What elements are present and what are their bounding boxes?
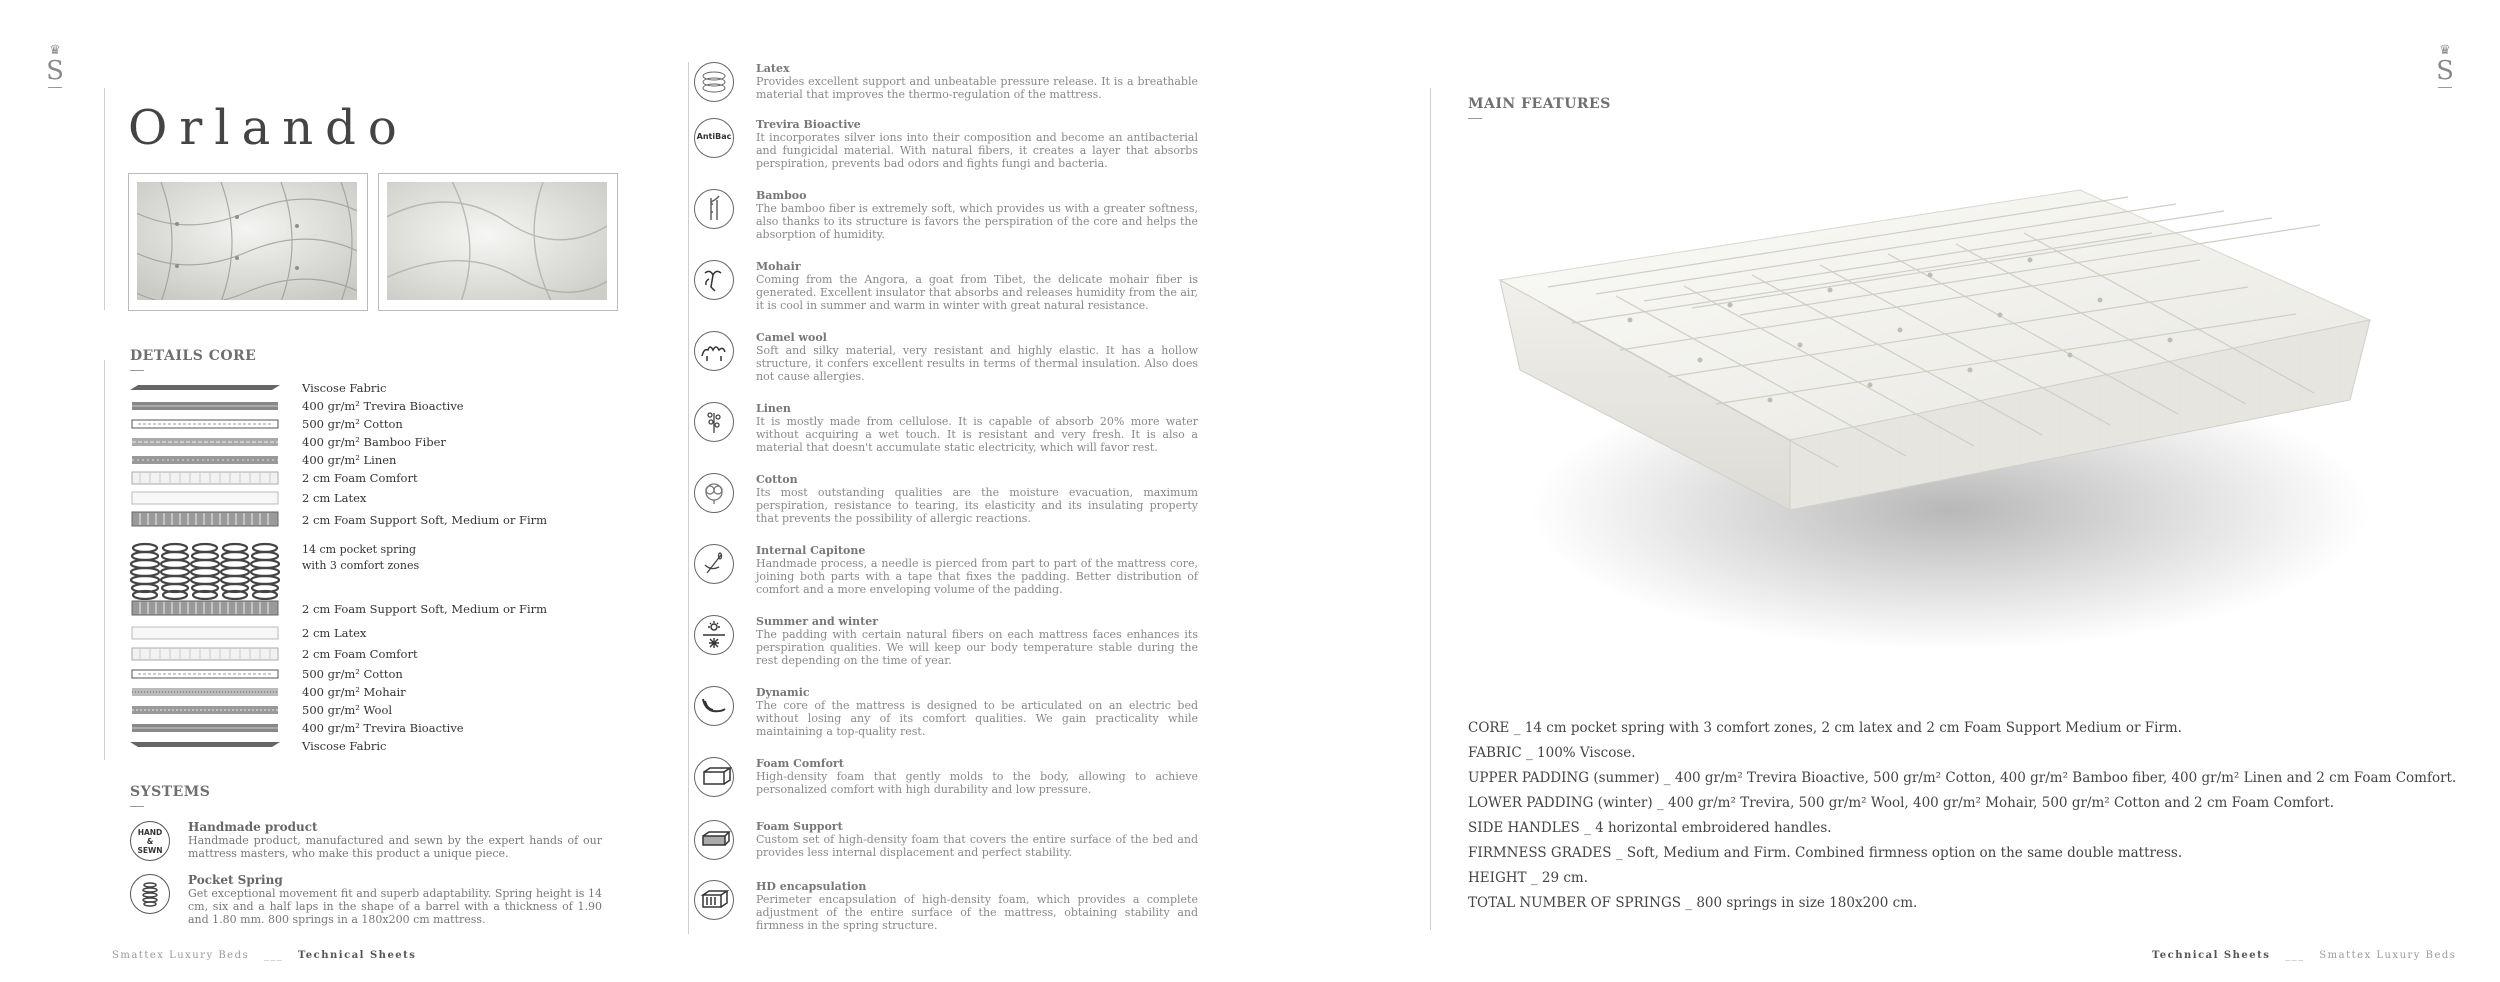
feature-text: It incorporates silver ions into their composition and become an antibacterial and fungicidal material. With natural fibers, it creates a layer that absorbs perspiration, prevents bad odors and fights fungi and bacteria.: [756, 131, 1198, 170]
spec-firmness: FIRMNESS GRADES _ Soft, Medium and Firm. Combined firmness option on the same double mattress.: [1468, 845, 2183, 861]
divider-right: [1430, 88, 1431, 930]
goat-icon: [694, 260, 734, 300]
layer-graphic: [130, 385, 280, 391]
main-features-heading: MAIN FEATURES: [1468, 96, 1611, 112]
layer-graphic: [130, 742, 280, 748]
feature-title: Internal Capitone: [756, 544, 866, 557]
spec-lower-padding: LOWER PADDING (winter) _ 400 gr/m² Trevira, 500 gr/m² Wool, 400 gr/m² Mohair, 500 gr/m² Cotton and 2 cm Foam Comfort.: [1468, 795, 2335, 811]
layer-graphic: [130, 669, 280, 679]
footer-separator: ___: [2285, 950, 2305, 961]
layer-label: Viscose Fabric: [302, 381, 387, 395]
feature-text: Its most outstanding qualities are the moisture evacuation, maximum perspiration, resistance to tearing, its elasticity and its insulating property that prevents the possibility of allergic reactions.: [756, 486, 1198, 525]
brand-logo-right: [2430, 44, 2460, 88]
system-title: Handmade product: [188, 820, 318, 834]
bamboo-icon: [694, 189, 734, 229]
feature-title: Latex: [756, 62, 790, 75]
feature-title: HD encapsulation: [756, 880, 867, 893]
system-text: Get exceptional movement fit and superb adaptability. Spring height is 14 cm, six and a half laps in the shape of a barrel with a thickness of 1.90 and 1.80 mm. 800 springs in a 180x200 cm mattress.: [188, 887, 602, 926]
layer-label: 500 gr/m² Wool: [302, 703, 393, 717]
feature-title: Foam Support: [756, 820, 843, 833]
fabric-photo-quilted: [128, 173, 368, 311]
layer-graphic: [130, 437, 280, 447]
main-features-section: [1468, 96, 1611, 119]
needle-icon: [694, 544, 734, 584]
spec-fabric: FABRIC _ 100% Viscose.: [1468, 745, 1636, 761]
layer-label: 400 gr/m² Mohair: [302, 685, 406, 699]
feature-text: The core of the mattress is designed to be articulated on an electric bed without losing any of its comfort qualities. We gain practicality while maintaining a top-quality rest.: [756, 699, 1198, 738]
footer-left: [112, 950, 416, 961]
layer-graphic: [130, 511, 280, 527]
spec-core: CORE _ 14 cm pocket spring with 3 comfort zones, 2 cm latex and 2 cm Foam Support Medium or Firm.: [1468, 720, 2182, 736]
layer-graphic: [130, 626, 280, 640]
layer-graphic: [130, 491, 280, 505]
hand-sewn-icon: HAND & SEWN: [130, 821, 170, 861]
system-title: Pocket Spring: [188, 873, 283, 887]
layer-label: 2 cm Latex: [302, 626, 367, 640]
spec-springs: TOTAL NUMBER OF SPRINGS _ 800 springs in size 180x200 cm.: [1468, 895, 1918, 911]
spec-side-handles: SIDE HANDLES _ 4 horizontal embroidered handles.: [1468, 820, 1832, 836]
brand-letter: S: [46, 56, 64, 86]
layer-graphic: [130, 647, 280, 661]
system-text: Handmade product, manufactured and sewn by the expert hands of our mattress masters, who make this product a unique piece.: [188, 834, 602, 860]
feature-title: Trevira Bioactive: [756, 118, 861, 131]
layer-graphic: [130, 705, 280, 715]
spec-upper-padding: UPPER PADDING (summer) _ 400 gr/m² Trevira Bioactive, 500 gr/m² Cotton, 400 gr/m² Bamboo fiber, 400 gr/m² Linen and 2 cm Foam Comfort.: [1468, 770, 2457, 786]
layer-label: 500 gr/m² Cotton: [302, 667, 403, 681]
brand-letter: S: [2436, 56, 2454, 86]
feature-text: Coming from the Angora, a goat from Tibet, the delicate mohair fiber is generated. Excellent insulator that absorbs and releases humidity from the air, it is cool in summer and warm in winter with great natural resistance.: [756, 273, 1198, 312]
sun-snow-icon: [694, 615, 734, 655]
mattress-image: [1480, 180, 2380, 700]
camel-icon: [694, 331, 734, 371]
feature-text: Provides excellent support and unbeatable pressure release. It is a breathable material that improves the thermo-regulation of the mattress.: [756, 75, 1198, 101]
layer-graphic: [130, 687, 280, 697]
layer-label: 500 gr/m² Cotton: [302, 417, 403, 431]
details-core-section: [130, 348, 256, 371]
brand-logo-left: [40, 44, 70, 88]
systems-section: [130, 784, 210, 807]
layer-graphic: [130, 419, 280, 429]
system-item-handmade: [188, 820, 602, 860]
feature-title: Linen: [756, 402, 791, 415]
layer-label: 400 gr/m² Linen: [302, 453, 397, 467]
feature-title: Cotton: [756, 473, 798, 486]
divider-left: [104, 88, 105, 310]
layer-label: 14 cm pocket spring with 3 comfort zones: [302, 543, 420, 572]
crown-icon: ♛: [2439, 43, 2451, 58]
linen-icon: [694, 402, 734, 442]
systems-heading: SYSTEMS: [130, 784, 211, 800]
feature-text: Handmade process, a needle is pierced from part to part of the mattress core, joining both parts with a tape that fixes the padding. Better distribution of comfort and a more enveloping volume of the padding.: [756, 557, 1198, 596]
pocket-spring-icon: [130, 874, 170, 914]
footer-separator: ___: [263, 950, 284, 961]
divider-center: [688, 62, 689, 934]
layer-graphic: [130, 471, 280, 485]
pocket-spring-graphic: [130, 542, 280, 600]
dynamic-bed-icon: [694, 686, 734, 726]
divider-left-lower: [104, 360, 105, 760]
latex-icon: [694, 62, 734, 102]
feature-text: The bamboo fiber is extremely soft, which provides us with a greater softness, also thanks to its structure is favors the perspiration of the core and helps the absorption of humidity.: [756, 202, 1198, 241]
system-item-pocket-spring: [188, 873, 602, 926]
footer-sheet: Technical Sheets: [298, 950, 417, 961]
layer-graphic: [130, 401, 280, 411]
feature-title: Dynamic: [756, 686, 810, 699]
layer-graphic: [130, 455, 280, 465]
feature-text: High-density foam that gently molds to the body, allowing to achieve personalized comfort with high durability and low pressure.: [756, 770, 1198, 796]
layer-label: 400 gr/m² Bamboo Fiber: [302, 435, 446, 449]
footer-brand: Smattex Luxury Beds: [112, 950, 250, 961]
layer-label: 400 gr/m² Trevira Bioactive: [302, 721, 464, 735]
layer-label: 400 gr/m² Trevira Bioactive: [302, 399, 464, 413]
foam-comfort-icon: [694, 757, 734, 797]
feature-title: Mohair: [756, 260, 801, 273]
cotton-icon: [694, 473, 734, 513]
layer-label: 2 cm Foam Support Soft, Medium or Firm: [302, 602, 548, 616]
layer-label: Viscose Fabric: [302, 739, 387, 753]
feature-text: Soft and silky material, very resistant and highly elastic. It has a hollow structure, it confers excellent results in terms of thermal insulation. Also does not cause allergies.: [756, 344, 1198, 383]
feature-text: The padding with certain natural fibers on each mattress faces enhances its perspiration qualities. We will keep our body temperature stable during the rest depending on the time of year.: [756, 628, 1198, 667]
layer-label: 2 cm Latex: [302, 491, 367, 505]
feature-text: It is mostly made from cellulose. It is capable of absorb 20% more water without acquiring a wet touch. It is resistant and very fresh. It is also a material that doesn't accumulate static electricity, which will favor rest.: [756, 415, 1198, 454]
feature-title: Camel wool: [756, 331, 827, 344]
layer-graphic: [130, 600, 280, 616]
layer-label: 2 cm Foam Support Soft, Medium or Firm: [302, 513, 548, 527]
foam-support-icon: [694, 820, 734, 860]
feature-title: Bamboo: [756, 189, 807, 202]
details-core-heading: DETAILS CORE: [130, 348, 257, 364]
footer-brand: Smattex Luxury Beds: [2319, 950, 2457, 961]
footer-right: [2152, 950, 2456, 961]
feature-text: Perimeter encapsulation of high-density foam, which provides a complete adjustment of the entire surface of the mattress, obtaining stability and firmness in the spring structure.: [756, 893, 1198, 932]
feature-title: Summer and winter: [756, 615, 879, 628]
feature-text: Custom set of high-density foam that covers the entire surface of the bed and provides less internal displacement and perfect stability.: [756, 833, 1198, 859]
crown-icon: ♛: [49, 43, 61, 58]
feature-title: Foam Comfort: [756, 757, 844, 770]
layer-label: 2 cm Foam Comfort: [302, 471, 418, 485]
fabric-photo-closeup: [378, 173, 618, 311]
hd-encapsulation-icon: [694, 880, 734, 920]
footer-sheet: Technical Sheets: [2152, 950, 2271, 961]
antibac-icon: AntiBac: [694, 118, 734, 158]
layer-graphic: [130, 723, 280, 733]
spec-height: HEIGHT _ 29 cm.: [1468, 870, 1588, 886]
layer-label: 2 cm Foam Comfort: [302, 647, 418, 661]
product-title: Orlando: [128, 100, 409, 156]
